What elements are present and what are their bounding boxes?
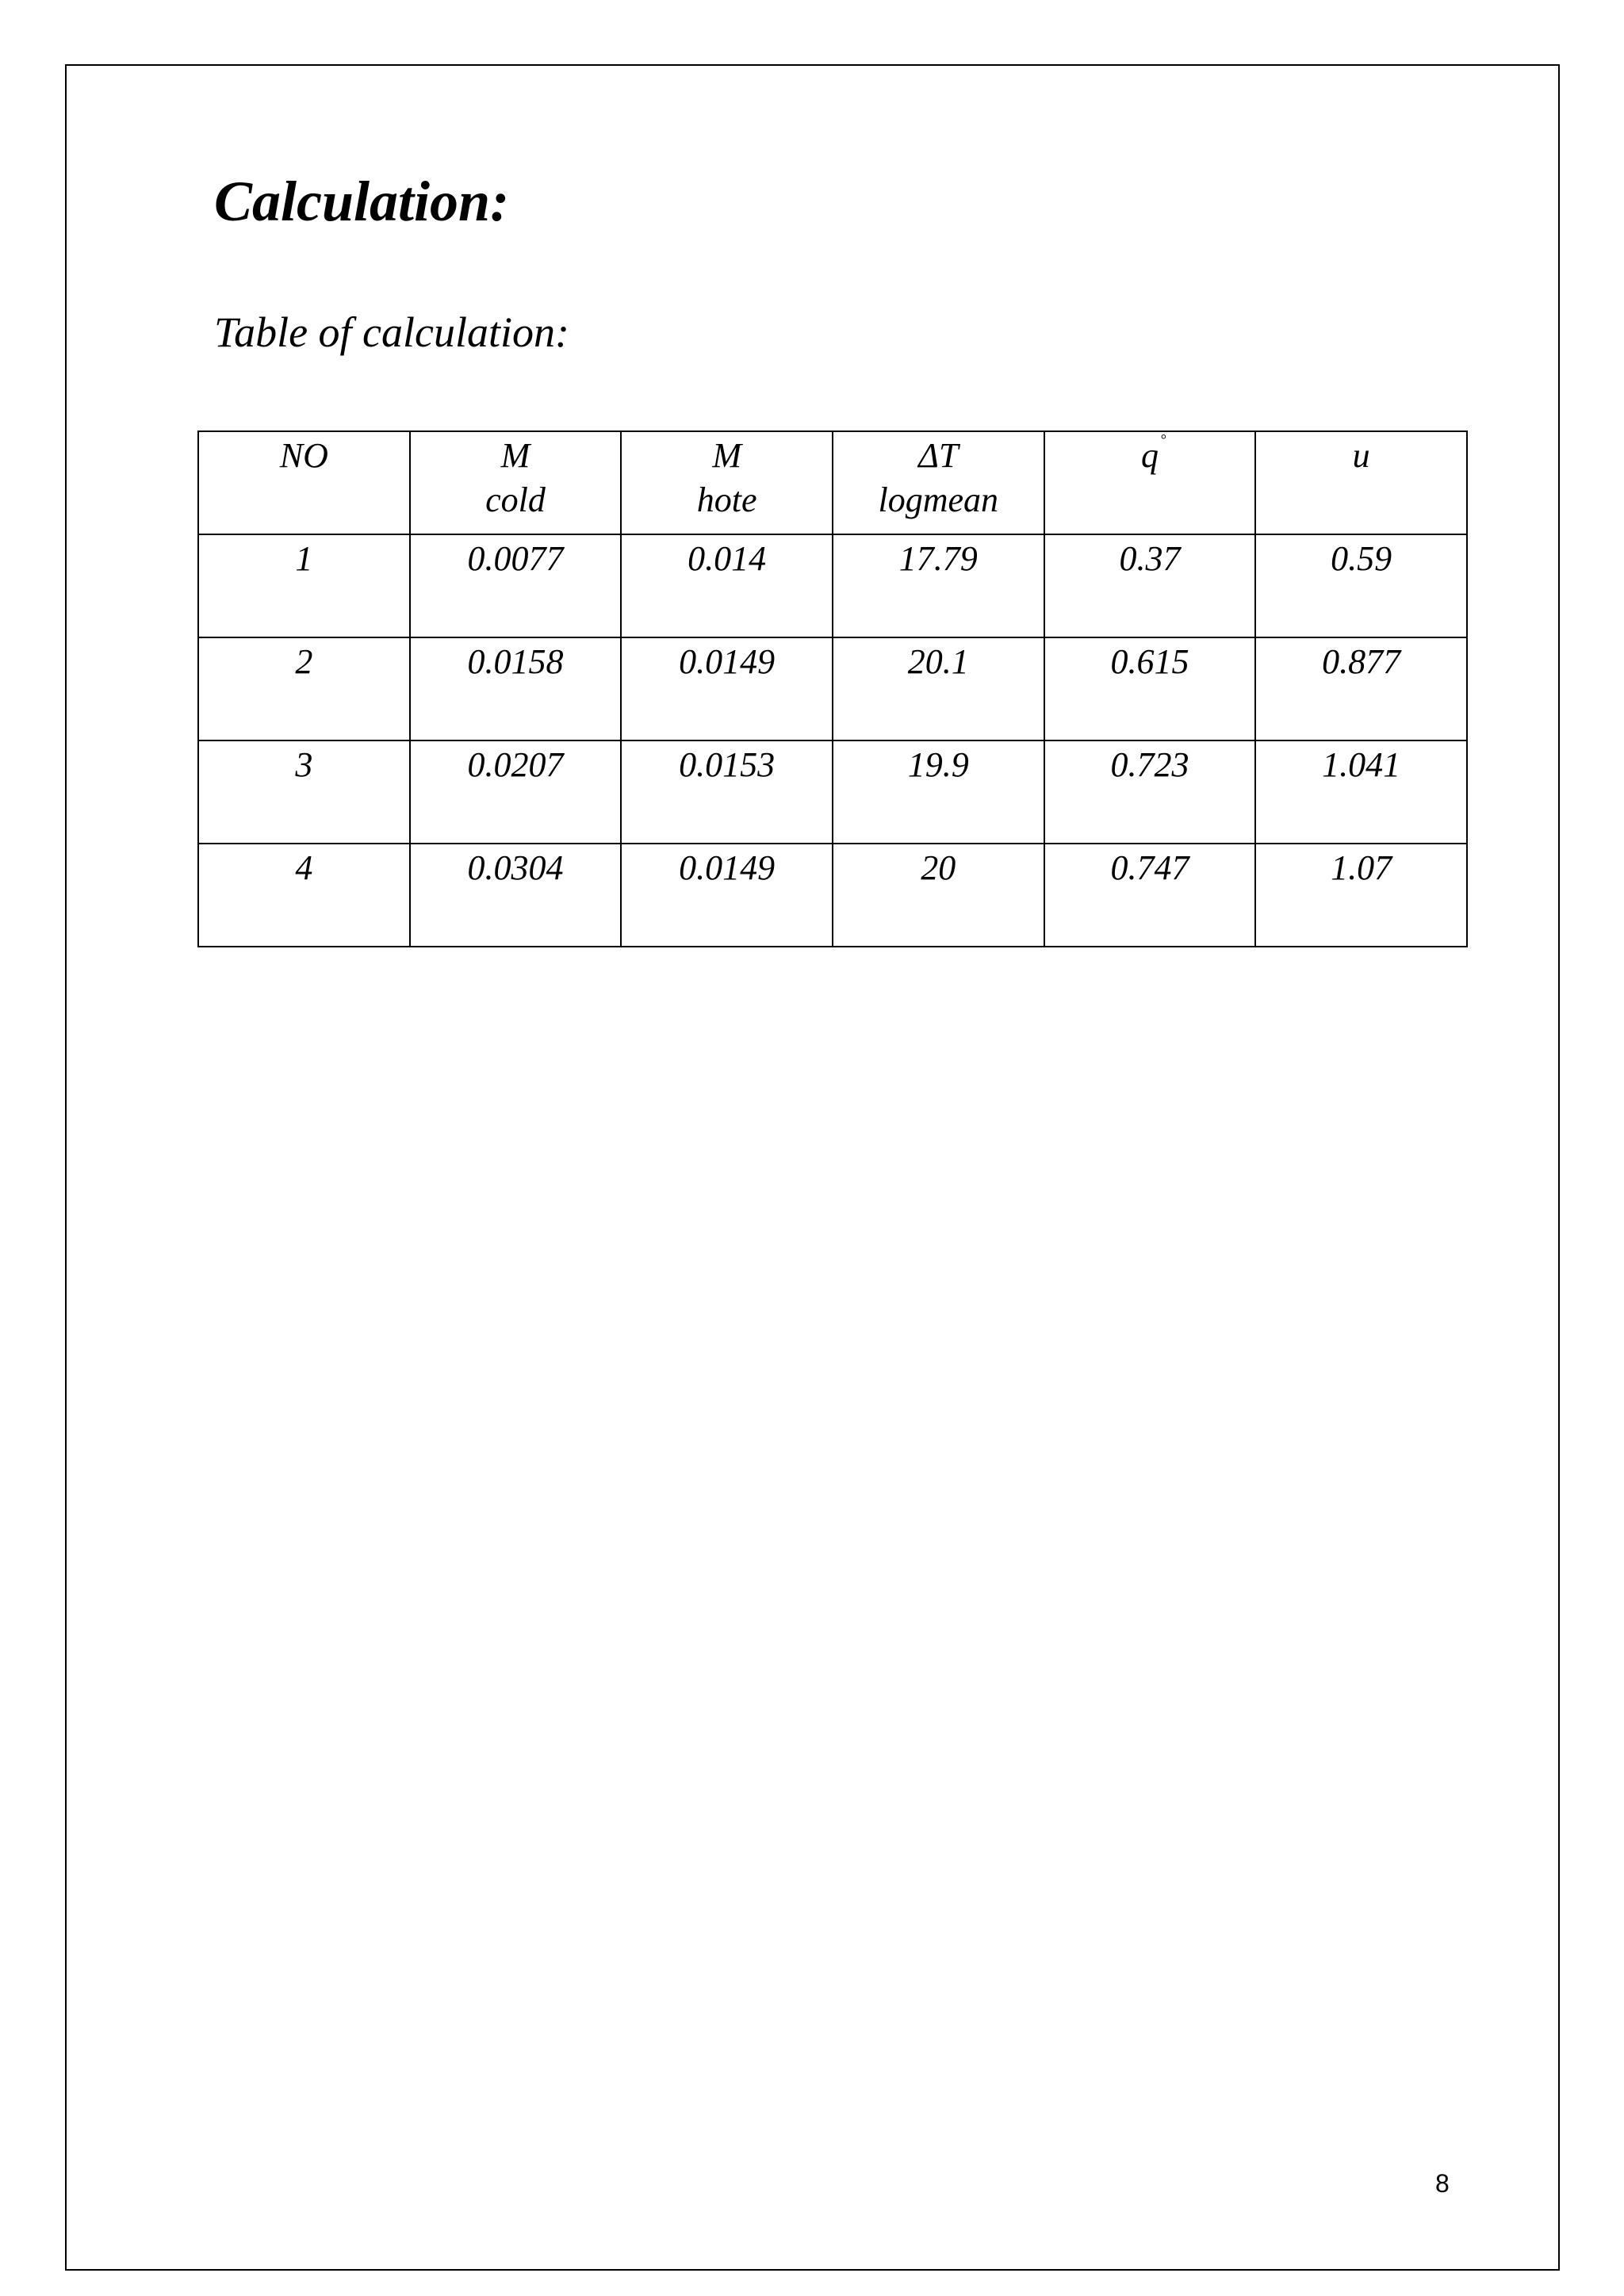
table-cell-u: 0.59: [1255, 534, 1467, 637]
page-title: Calculation:: [214, 170, 510, 233]
table-cell-m-hote: 0.014: [621, 534, 833, 637]
table-cell-m-hote: 0.0153: [621, 740, 833, 844]
calculation-table: [197, 430, 1468, 947]
table-cell-delta-t: 20.1: [833, 637, 1044, 740]
header-m-hote-symbol: M: [712, 436, 741, 475]
table-cell-m-cold: 0.0077: [410, 534, 622, 637]
header-no-label: NO: [279, 436, 328, 475]
header-m-cold: [410, 431, 622, 534]
header-q-dot-mark: °: [1160, 431, 1166, 447]
header-u-label: u: [1352, 436, 1370, 475]
table-cell-q-dot: 0.747: [1044, 844, 1256, 947]
table-cell-delta-t: 17.79: [833, 534, 1044, 637]
table-header-row: [198, 431, 1467, 534]
page-frame: [65, 64, 1560, 2271]
table-cell-m-hote: 0.0149: [621, 844, 833, 947]
table-cell-delta-t: 20: [833, 844, 1044, 947]
table-cell-no: 3: [198, 740, 410, 844]
table-row: [198, 637, 1467, 740]
header-m-hote-subscript: hote: [696, 480, 757, 519]
header-q-dot-letter: q: [1140, 436, 1159, 475]
table-cell-u: 1.07: [1255, 844, 1467, 947]
table-cell-u: 0.877: [1255, 637, 1467, 740]
table-cell-q-dot: 0.37: [1044, 534, 1256, 637]
header-m-cold-symbol: M: [500, 436, 530, 475]
table-cell-m-cold: 0.0158: [410, 637, 622, 740]
header-q-dot-symbol: [1140, 431, 1166, 478]
header-delta-t: [833, 431, 1044, 534]
header-delta-t-symbol: ΔT: [918, 436, 959, 475]
header-no: [198, 431, 410, 534]
header-m-cold-subscript: cold: [485, 480, 546, 519]
table-cell-m-cold: 0.0304: [410, 844, 622, 947]
table-cell-no: 4: [198, 844, 410, 947]
table-row: [198, 534, 1467, 637]
table-cell-m-cold: 0.0207: [410, 740, 622, 844]
table-cell-delta-t: 19.9: [833, 740, 1044, 844]
table-cell-no: 2: [198, 637, 410, 740]
header-delta-t-subscript: logmean: [878, 480, 999, 519]
table-row: [198, 844, 1467, 947]
table-cell-m-hote: 0.0149: [621, 637, 833, 740]
table-cell-q-dot: 0.615: [1044, 637, 1256, 740]
table-cell-no: 1: [198, 534, 410, 637]
header-m-hote: [621, 431, 833, 534]
header-q-dot: [1044, 431, 1256, 534]
table-cell-u: 1.041: [1255, 740, 1467, 844]
table-cell-q-dot: 0.723: [1044, 740, 1256, 844]
page-number: 8: [1435, 2169, 1450, 2198]
table-caption: Table of calculation:: [214, 308, 569, 356]
header-u: [1255, 431, 1467, 534]
table-row: [198, 740, 1467, 844]
